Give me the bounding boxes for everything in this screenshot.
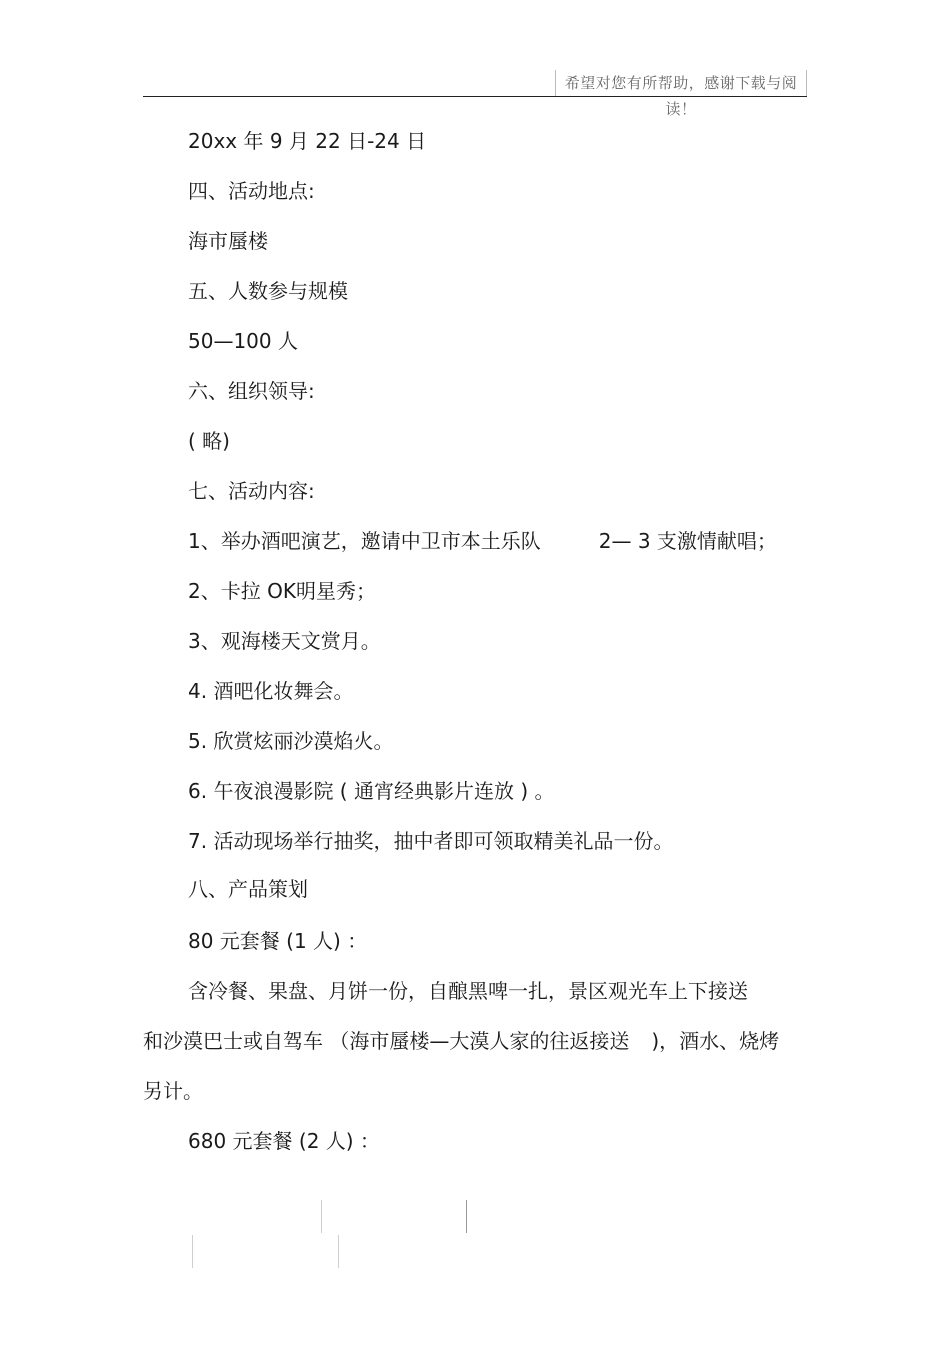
table-border-fragment — [321, 1200, 322, 1233]
package-80-desc-line-3: 另计。 — [143, 1079, 203, 1103]
package-680-title: 680 元套餐 (2 人) ： — [188, 1129, 380, 1153]
header-rule — [143, 96, 807, 97]
package-80-desc-line-2-part-a: 和沙漠巴士或自驾车 （海市蜃楼—大漠人家的往返接送 — [143, 1029, 630, 1053]
table-border-fragment — [192, 1235, 193, 1268]
organization-text: ( 略) — [188, 429, 230, 453]
scale-text: 50—100 人 — [188, 329, 298, 353]
content-item-7: 7. 活动现场举行抽奖，抽中者即可领取精美礼品一份。 — [188, 829, 674, 853]
table-border-fragment — [338, 1235, 339, 1268]
package-80-title: 80 元套餐 (1 人) ： — [188, 929, 368, 953]
table-border-fragment — [466, 1200, 467, 1233]
content-item-2: 2、卡拉 OK明星秀； — [188, 579, 376, 603]
date-line: 20xx 年 9 月 22 日-24 日 — [188, 129, 427, 153]
content-item-1-part-a: 1、举办酒吧演艺，邀请中卫市本土乐队 — [188, 529, 541, 553]
package-80-desc-line-2 — [143, 1028, 779, 1054]
location-text: 海市蜃楼 — [188, 229, 268, 253]
package-80-desc-line-2-part-b: )，酒水、烧烤 — [651, 1029, 780, 1053]
content-item-1 — [188, 528, 777, 554]
section-heading-content: 七、活动内容: — [188, 479, 315, 503]
section-heading-organization: 六、组织领导: — [188, 379, 315, 403]
package-80-desc-line-1: 含冷餐、果盘、月饼一份，自酿黑啤一扎，景区观光车上下接送 — [188, 979, 748, 1003]
header-note: 希望对您有所帮助，感谢下载与阅读！ — [555, 70, 807, 96]
section-heading-location: 四、活动地点: — [188, 179, 315, 203]
content-item-5: 5. 欣赏炫丽沙漠焰火。 — [188, 729, 394, 753]
content-item-1-part-b: 2— 3 支激情献唱； — [598, 529, 777, 553]
content-item-6: 6. 午夜浪漫影院 ( 通宵经典影片连放 ) 。 — [188, 779, 555, 803]
section-heading-scale: 五、人数参与规模 — [188, 279, 348, 303]
section-heading-products: 八、产品策划 — [188, 877, 308, 901]
content-item-4: 4. 酒吧化妆舞会。 — [188, 679, 354, 703]
content-item-3: 3、观海楼天文赏月。 — [188, 629, 381, 653]
